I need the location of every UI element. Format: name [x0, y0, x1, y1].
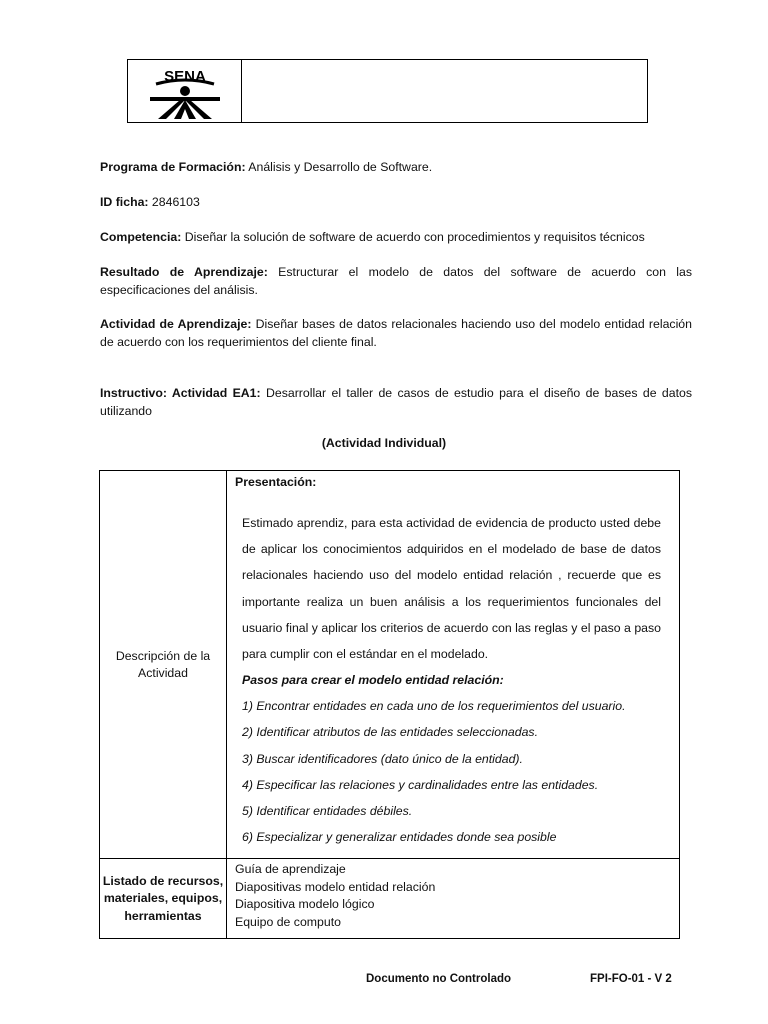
steps-title: Pasos para crear el modelo entidad relación:	[242, 673, 504, 688]
description-row	[100, 471, 680, 859]
footer-status: Documento no Controlado	[366, 973, 512, 985]
resource-item: Diapositiva modelo lógico	[235, 897, 375, 912]
ficha-value: 2846103	[148, 195, 200, 209]
sena-logo-text: SENA	[164, 68, 206, 85]
instructivo-field	[100, 384, 692, 420]
step-item: 1) Encontrar entidades en cada uno de los requerimientos del usuario.	[242, 699, 626, 714]
presentation-cell	[227, 471, 680, 859]
ficha-label: ID ficha:	[100, 195, 149, 209]
resultado-value: Estructurar el modelo de datos del software de acuerdo con las especificaciones del análisis.	[100, 265, 692, 297]
programa-value: Análisis y Desarrollo de Software.	[245, 160, 433, 174]
instructivo-label: Instructivo: Actividad EA1:	[100, 386, 261, 400]
resultado-field	[100, 263, 692, 299]
header-box	[127, 59, 648, 123]
activity-type: (Actividad Individual)	[321, 436, 447, 450]
footer-code: FPI-FO-01 - V 2	[590, 973, 672, 985]
actividad-field	[100, 315, 692, 351]
activity-table	[99, 470, 680, 939]
step-item: 2) Identificar atributos de las entidades seleccionadas.	[242, 725, 538, 740]
resources-row	[100, 859, 680, 939]
sena-logo	[146, 67, 224, 119]
resource-item: Diapositivas modelo entidad relación	[235, 879, 436, 894]
step-item: 3) Buscar identificadores (dato único de la entidad).	[242, 751, 523, 766]
resources-label: Listado de recursos, materiales, equipos, herramientas	[100, 859, 227, 939]
programa-label: Programa de Formación:	[100, 160, 246, 174]
competencia-value: Diseñar la solución de software de acuerdo con procedimientos y requisitos técnicos	[181, 230, 645, 244]
presentation-title: Presentación:	[235, 475, 317, 489]
actividad-value: Diseñar bases de datos relacionales haciendo uso del modelo entidad relación de acuerdo con los requerimientos del cliente final.	[100, 317, 692, 349]
ficha-field	[100, 193, 692, 211]
description-label: Descripción de la Actividad	[100, 471, 227, 859]
resource-item: Guía de aprendizaje	[235, 862, 346, 877]
resultado-label: Resultado de Aprendizaje:	[100, 265, 268, 279]
presentation-text: Estimado aprendiz, para esta actividad de evidencia de producto usted debe de aplicar los conocimientos adquiridos en el modelado de base de datos relacionales haciendo uso del modelo entidad relación , recuerde que es importante realiza un buen análisis a los requerimientos funcionales del usuario final y aplicar los criterios de acuerdo con las reglas y el paso a paso para cumplir con el estándar en el modelado.	[242, 516, 661, 662]
programa-field	[100, 158, 692, 176]
instructivo-value: Desarrollar el taller de casos de estudio para el diseño de bases de datos utilizando	[100, 386, 692, 418]
resources-cell	[227, 859, 680, 939]
resource-item: Equipo de computo	[235, 914, 341, 929]
logo-cell	[128, 60, 242, 122]
step-item: 5) Identificar entidades débiles.	[242, 804, 413, 819]
header-title-cell	[242, 60, 647, 122]
step-item: 4) Especificar las relaciones y cardinalidades entre las entidades.	[242, 777, 599, 792]
step-item: 6) Especializar y generalizar entidades donde sea posible	[242, 830, 557, 845]
competencia-field	[100, 228, 692, 246]
competencia-label: Competencia:	[100, 230, 182, 244]
actividad-label: Actividad de Aprendizaje:	[100, 317, 252, 331]
